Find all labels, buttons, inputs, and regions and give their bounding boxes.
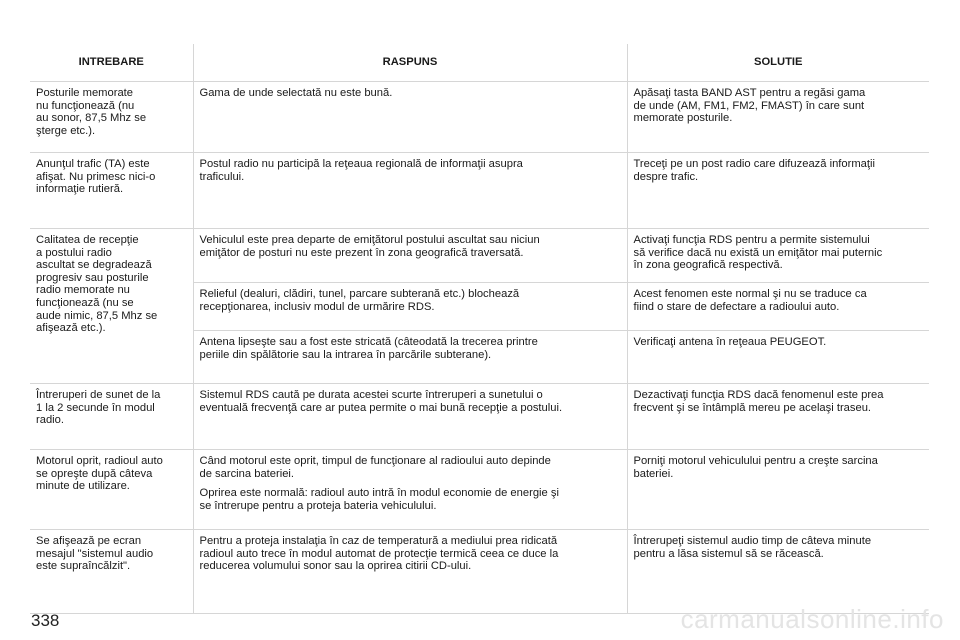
answer-cell: Postul radio nu participă la reţeaua regională de informaţii asupra traficului. (193, 153, 627, 229)
table-row (30, 229, 929, 283)
question-cell: Calitatea de recepţie a postului radio ascultat se degradează progresiv sau posturile radio memorate nu funcţionează (nu se aude nimic, 87,5 Mhz se afişează etc.). (30, 229, 193, 384)
solution-cell: Verificaţi antena în reţeaua PEUGEOT. (627, 331, 929, 384)
solution-cell: Întrerupeţi sistemul audio timp de câteva minute pentru a lăsa sistemul să se răcească. (627, 530, 929, 614)
watermark-text: carmanualsonline.info (680, 604, 944, 634)
question-cell: Anunţul trafic (TA) este afişat. Nu primesc nici-o informaţie rutieră. (30, 153, 193, 229)
question-cell: Motorul oprit, radioul auto se opreşte după câteva minute de utilizare. (30, 450, 193, 530)
answer-cell: Când motorul este oprit, timpul de funcţionare al radioului auto depinde de sarcina bateriei. Oprirea este normală: radioul auto intră în modul economie de energie şi se întrerupe pentru a proteja bateria vehiculului. (193, 450, 627, 530)
answer-cell: Pentru a proteja instalaţia în caz de temperatură a mediului prea ridicată radioul auto trece în modul automat de protecţie termică ceea ce duce la reducerea volumului sonor sau la oprirea citirii CD-ului. (193, 530, 627, 614)
header-row (30, 44, 929, 82)
troubleshooting-table (30, 44, 929, 614)
header-intrebare: INTREBARE (30, 44, 193, 82)
page-number: 338 (31, 611, 60, 630)
answer-cell: Sistemul RDS caută pe durata acestei scurte întreruperi a sunetului o eventuală frecvenţă care ar putea permite o mai bună recepţie a postului. (193, 384, 627, 450)
question-cell: Posturile memorate nu funcţionează (nu au sonor, 87,5 Mhz se şterge etc.). (30, 82, 193, 153)
solution-cell: Dezactivaţi funcţia RDS dacă fenomenul este prea frecvent şi se întâmplă mereu pe acelaşi traseu. (627, 384, 929, 450)
table-row (30, 384, 929, 450)
question-cell: Se afişează pe ecran mesajul "sistemul audio este supraîncălzit". (30, 530, 193, 614)
solution-cell: Activaţi funcţia RDS pentru a permite sistemului să verifice dacă nu există un emiţător mai puternic în zona geografică respectivă. (627, 229, 929, 283)
header-raspuns: RASPUNS (193, 44, 627, 82)
solution-cell: Apăsaţi tasta BAND AST pentru a regăsi gama de unde (AM, FM1, FM2, FMAST) în care sunt memorate posturile. (627, 82, 929, 153)
table-row (30, 530, 929, 614)
solution-cell: Porniţi motorul vehiculului pentru a creşte sarcina bateriei. (627, 450, 929, 530)
answer-cell: Gama de unde selectată nu este bună. (193, 82, 627, 153)
header-solutie: SOLUTIE (627, 44, 929, 82)
table-row (30, 82, 929, 153)
question-cell: Întreruperi de sunet de la 1 la 2 secunde în modul radio. (30, 384, 193, 450)
table-row (30, 153, 929, 229)
solution-cell: Treceţi pe un post radio care difuzează informaţii despre trafic. (627, 153, 929, 229)
table-row (30, 450, 929, 530)
answer-cell: Antena lipseşte sau a fost este stricată (câteodată la trecerea printre periile din spălătorie sau la intrarea în parcările subterane). (193, 331, 627, 384)
answer-cell: Vehiculul este prea departe de emiţătorul postului ascultat sau niciun emiţător de posturi nu este prezent în zona geografică traversată. (193, 229, 627, 283)
solution-cell: Acest fenomen este normal şi nu se traduce ca fiind o stare de defectare a radioului auto. (627, 283, 929, 331)
answer-cell: Relieful (dealuri, clădiri, tunel, parcare subterană etc.) blochează recepţionarea, inclusiv modul de urmărire RDS. (193, 283, 627, 331)
